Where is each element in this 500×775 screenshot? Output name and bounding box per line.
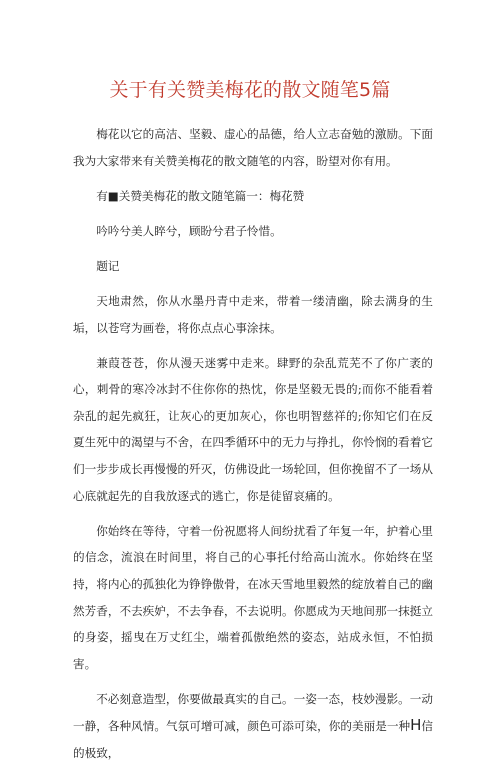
paragraph-body-4-big-letter: H [410,716,422,735]
paragraph-body-2: 兼葭苍苍，你从漫天迷雾中走来。肆野的杂乱荒芜不了你广袤的心，刺骨的寒冷冰封不住你你的热忱，你是坚毅无畏的;而你不能看着杂乱的起先疯狂，让灰心的更加灰心，你也明智慈祥的;你知它们在反夏生死中的渴望与不舍，在四季循环中的无力与挣扎，你怜悯的看着它们一步步成长再慢慢的歼灭，仿佛设此一场轮回，但你挽留不了一场从心底就起先的自我放逐式的逃亡，你是徒留哀痛的。 [73,355,433,503]
paragraph-body-3: 你始终在等待，守着一份祝愿将人间纷扰看了年复一年，护着心里的信念，流浪在时间里，将自己的心事托付给高山流水。你始终在坚持，将内心的孤独化为铮铮傲骨，在冰天雪地里毅然的绽放着自己的幽然芳香，不去疾妒，不去争春，不去说明。你愿成为天地间那一抹挺立的身姿，摇曳在万丈红尘，端着孤傲绝然的姿态，站成永恒，不怕损害。 [73,523,433,671]
paragraph-intro: 梅花以它的高洁、坚毅、虚心的品德，给人立志奋勉的激励。下面我为大家带来有关赞美梅花的散文随笔的内容，盼望对你有用。 [73,127,433,168]
paragraph-body-4-text: 不必刻意造型，你要做最真实的自己。一姿一态，枝妙漫影。一动一静，各种风情。气氛可增可减，颜色可添可染，你的美丽是一种 [73,691,433,734]
paragraph-body-1: 天地肃然，你从水墨丹青中走来，带着一缕清幽，除去满身的生垢，以苍穹为画卷，将你点点心事涂抹。 [73,293,433,335]
paragraph-body-4 [73,686,433,767]
paragraph-epigraph-label: 题记 [96,258,120,273]
paragraph-epigraph: 吟吟兮美人睟兮，顾盼兮君子怜惜。 [96,223,282,238]
document-title: 关于有关赞美梅花的散文随笔5篇 [109,79,391,101]
paragraph-section-heading: 有■关赞美梅花的散文随笔篇一：梅花赞 [96,188,305,203]
paragraph-body-4-tail: 信的极致， [73,719,433,760]
document-body [73,121,433,775]
